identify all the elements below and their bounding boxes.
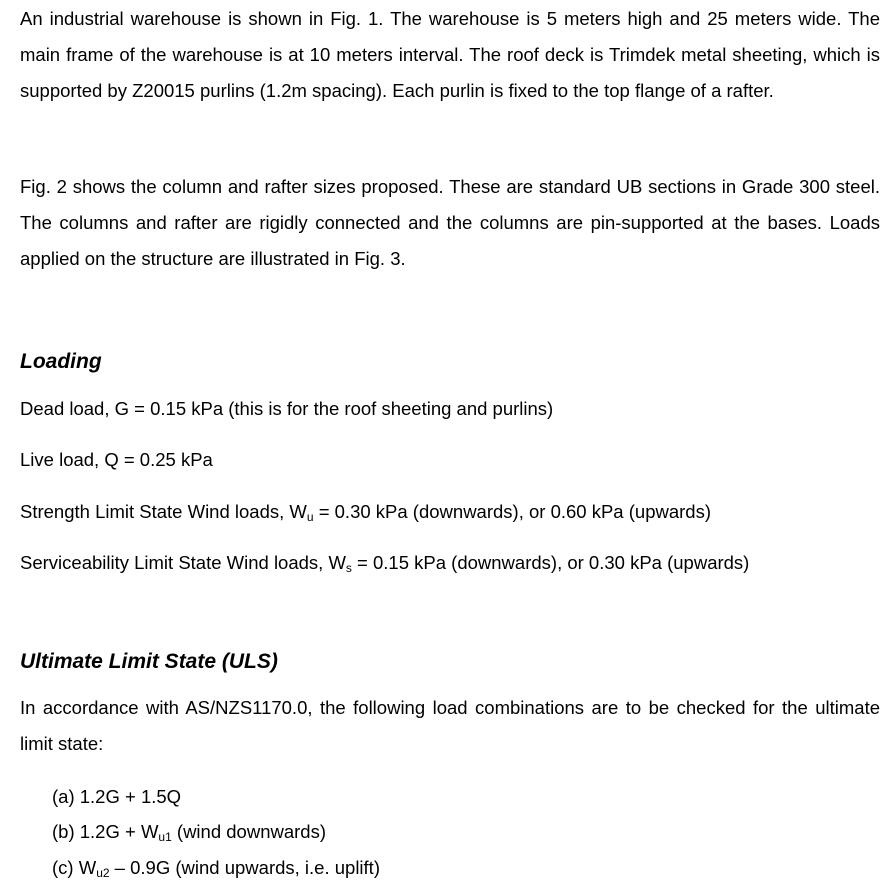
combination-a: (a) 1.2G + 1.5Q bbox=[52, 786, 182, 807]
uls-intro-paragraph: In accordance with AS/NZS1170.0, the following load combinations are to be checked for the ultimate limit state: bbox=[20, 697, 880, 754]
combination-b-subscript: u1 bbox=[158, 830, 172, 844]
intro-paragraph-1: An industrial warehouse is shown in Fig. 1. The warehouse is 5 meters high and 25 meters wide. The main frame of the warehouse is at 10 meters interval. The roof deck is Trimdek metal sheeting, which is supported by Z20015 purlins (1.2m spacing). Each purlin is fixed to the top flange of a rafter. bbox=[20, 8, 880, 101]
combination-c bbox=[52, 856, 380, 885]
uls-heading: Ultimate Limit State (ULS) bbox=[20, 650, 278, 673]
serviceability-wind-subscript: s bbox=[345, 561, 352, 575]
serviceability-wind-values: = 0.15 kPa (downwards), or 0.30 kPa (upwards) bbox=[351, 552, 750, 573]
dead-load-line: Dead load, G = 0.15 kPa (this is for the roof sheeting and purlins) bbox=[20, 398, 554, 419]
live-load-line: Live load, Q = 0.25 kPa bbox=[20, 449, 213, 470]
combination-c-text: (c) W bbox=[52, 857, 97, 878]
combination-b-note: (wind downwards) bbox=[171, 821, 326, 842]
combination-b bbox=[52, 820, 326, 849]
serviceability-wind-text: Serviceability Limit State Wind loads, W bbox=[20, 552, 346, 573]
combination-b-text: (b) 1.2G + W bbox=[52, 821, 159, 842]
combination-c-subscript: u2 bbox=[96, 866, 110, 880]
strength-wind-values: = 0.30 kPa (downwards), or 0.60 kPa (upwards) bbox=[313, 501, 711, 522]
serviceability-wind-line bbox=[20, 551, 749, 580]
intro-paragraph-2: Fig. 2 shows the column and rafter sizes proposed. These are standard UB sections in Grade 300 steel. The columns and rafter are rigidly connected and the columns are pin-supported at the bases. Loads applied on the structure are illustrated in Fig. 3. bbox=[20, 176, 880, 269]
loading-heading: Loading bbox=[20, 350, 102, 373]
strength-wind-line bbox=[20, 500, 711, 529]
combination-c-note: – 0.9G (wind upwards, i.e. uplift) bbox=[109, 857, 380, 878]
strength-wind-subscript: u bbox=[306, 510, 314, 524]
strength-wind-text: Strength Limit State Wind loads, W bbox=[20, 501, 307, 522]
